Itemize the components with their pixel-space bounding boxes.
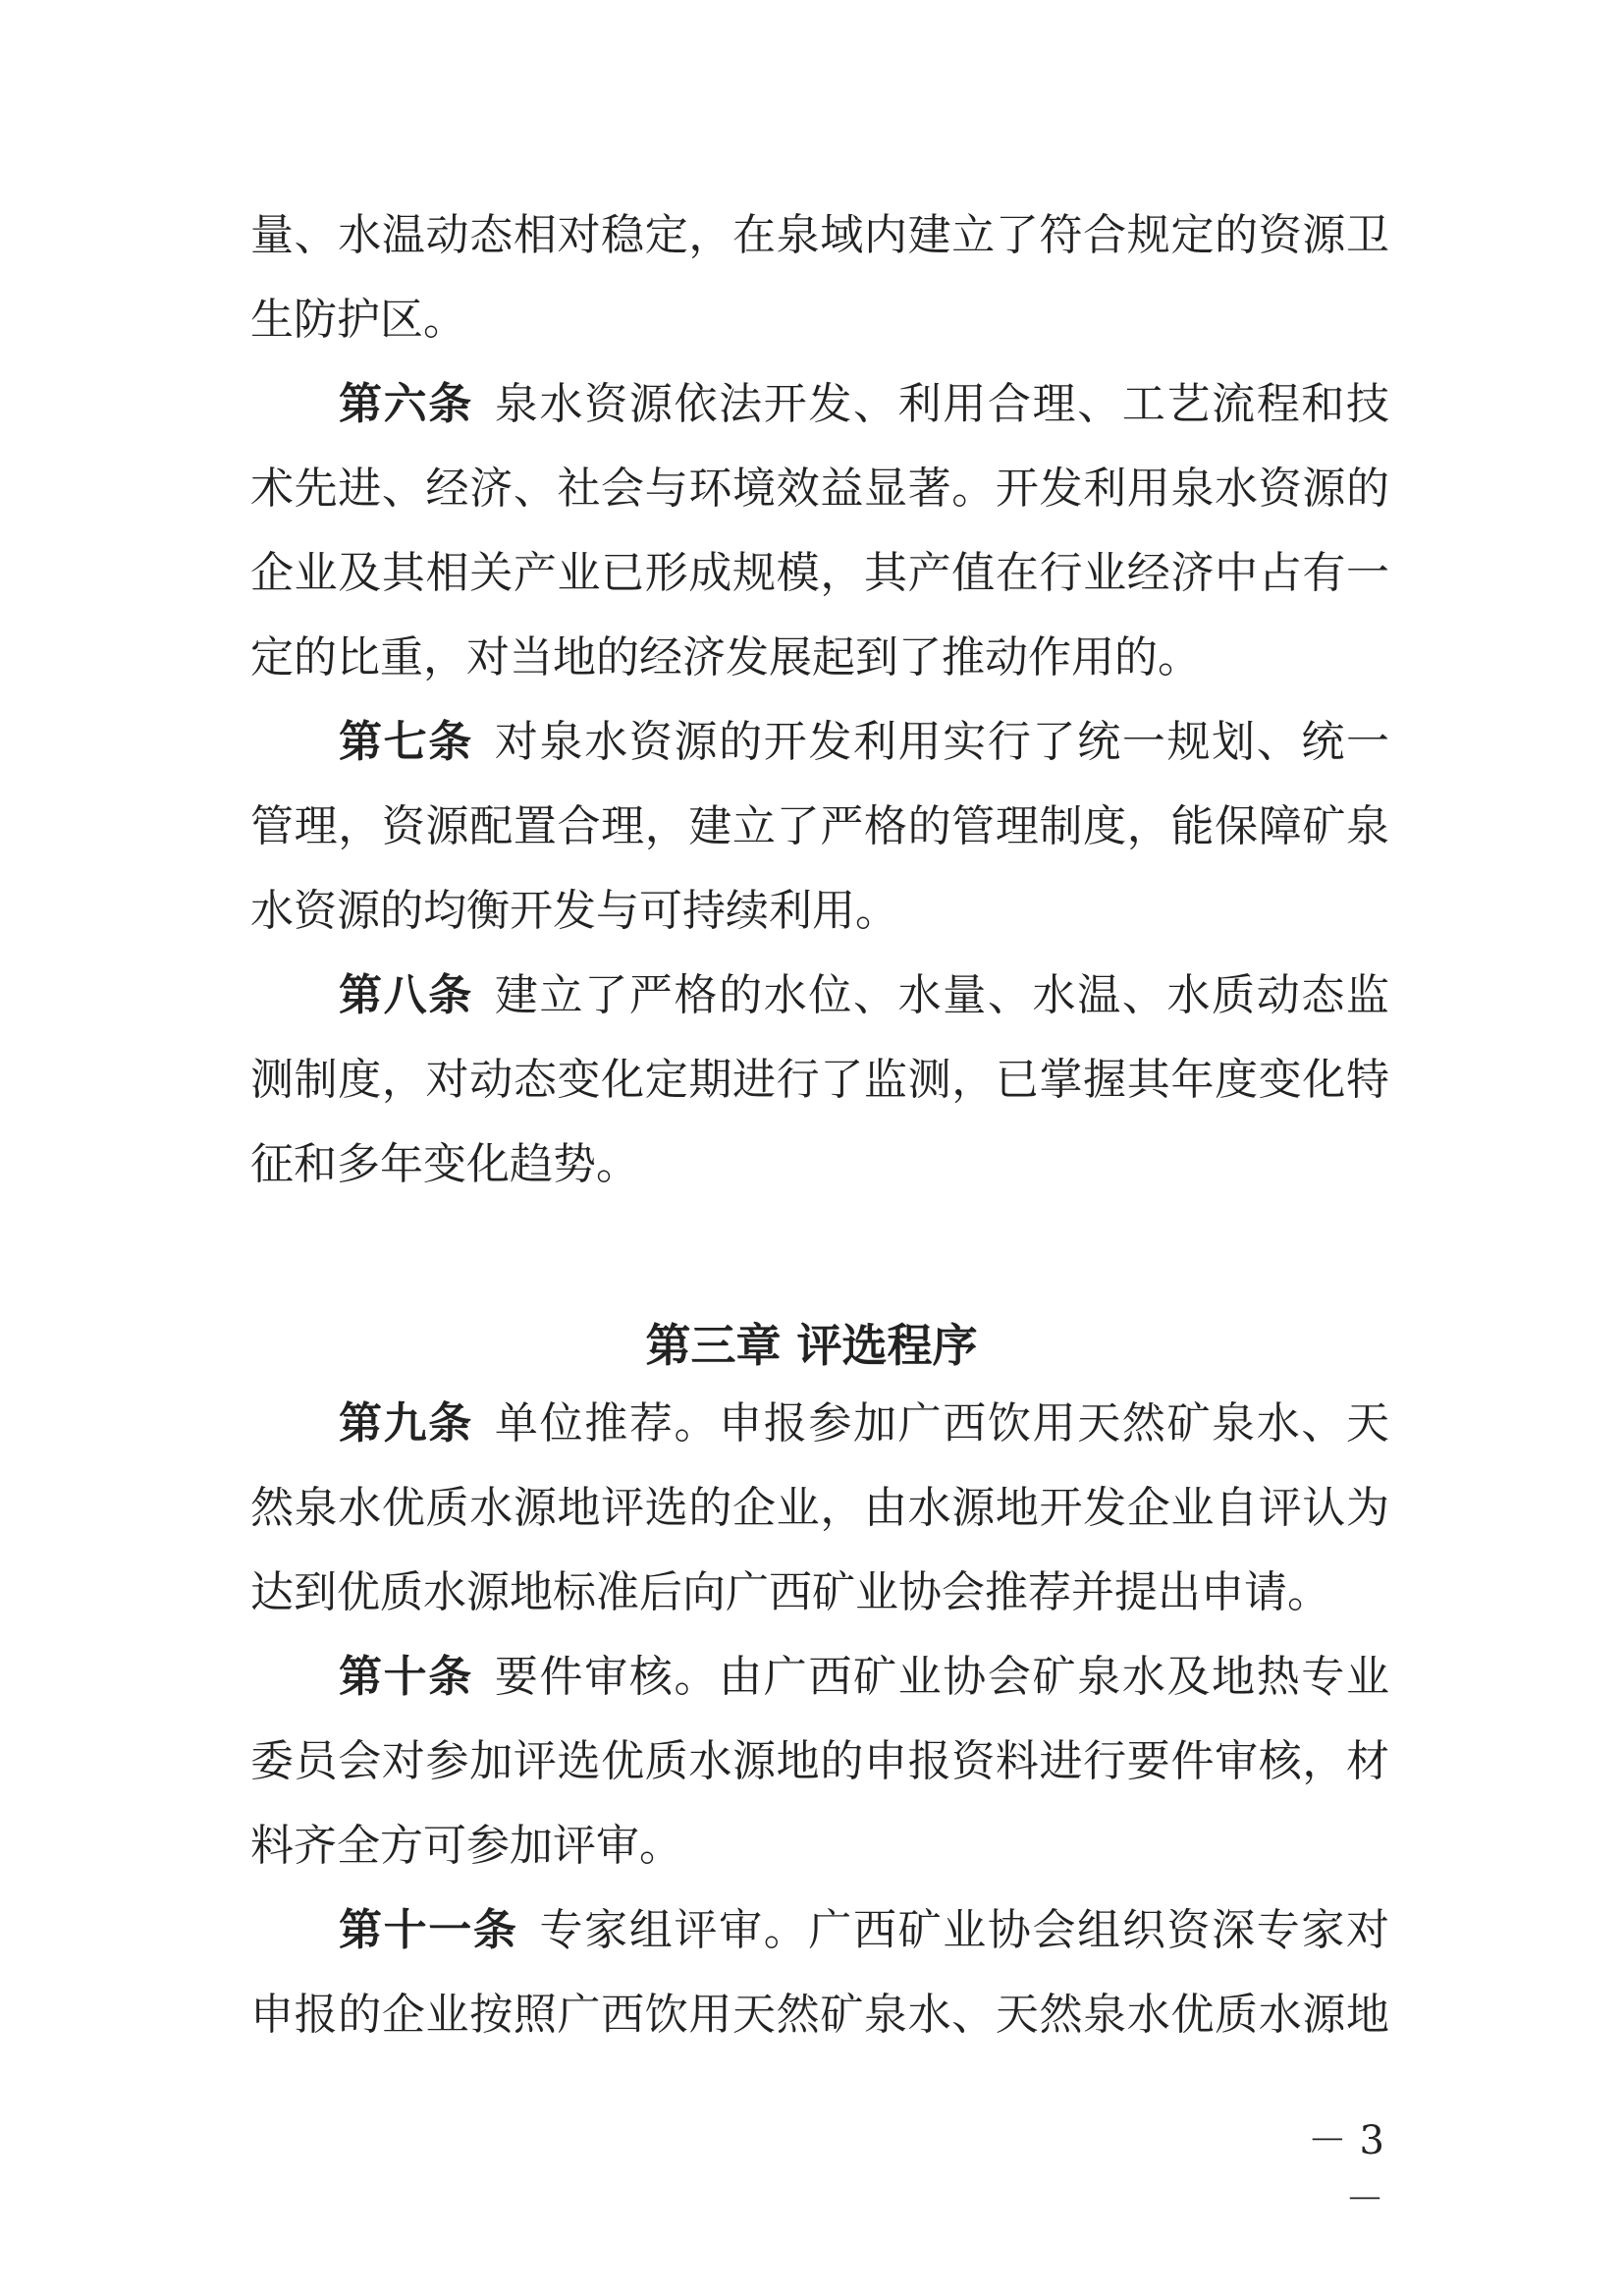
- article-11-label: 第十一条: [339, 1905, 518, 1955]
- article-8-text: 建立了严格的水位、水量、水温、水质动态监: [494, 970, 1389, 1020]
- article-7-text: 对泉水资源的开发利用实行了统一规划、统一: [494, 717, 1389, 767]
- article-6-label: 第六条: [339, 379, 473, 429]
- page-number: － 3 －: [1307, 2118, 1384, 2222]
- paragraph-line: 生防护区。: [250, 295, 466, 345]
- article-9-label: 第九条: [339, 1398, 473, 1449]
- paragraph-line: 水资源的均衡开发与可持续利用。: [250, 886, 898, 936]
- paragraph-line: 术先进、经济、社会与环境效益显著。开发利用泉水资源的: [250, 464, 1389, 514]
- article-7-label: 第七条: [339, 717, 473, 767]
- paragraph-line: 征和多年变化趋势。: [250, 1139, 639, 1189]
- paragraph-line: 达到优质水源地标准后向广西矿业协会推荐并提出申请。: [250, 1567, 1330, 1617]
- article-8-label: 第八条: [339, 970, 473, 1020]
- paragraph-line: 然泉水优质水源地评选的企业，由水源地开发企业自评认为: [250, 1483, 1389, 1533]
- article-10-label: 第十条: [339, 1652, 473, 1702]
- paragraph-line: 企业及其相关产业已形成规模，其产值在行业经济中占有一: [250, 548, 1389, 598]
- paragraph-line: 测制度，对动态变化定期进行了监测，已掌握其年度变化特: [250, 1055, 1389, 1105]
- paragraph-line: 管理，资源配置合理，建立了严格的管理制度，能保障矿泉: [250, 801, 1389, 851]
- paragraph-line: 委员会对参加评选优质水源地的申报资料进行要件审核，材: [250, 1736, 1389, 1786]
- paragraph-line: 量、水温动态相对稳定，在泉域内建立了符合规定的资源卫: [250, 210, 1389, 260]
- article-7-first-line: [339, 713, 1389, 772]
- article-6-text: 泉水资源依法开发、利用合理、工艺流程和技: [494, 379, 1389, 429]
- article-8-first-line: [339, 966, 1389, 1025]
- paragraph-line: 申报的企业按照广西饮用天然矿泉水、天然泉水优质水源地: [250, 1990, 1389, 2040]
- article-9-first-line: [339, 1394, 1389, 1453]
- article-10-text: 要件审核。由广西矿业协会矿泉水及地热专业: [494, 1652, 1389, 1702]
- article-11-text: 专家组评审。广西矿业协会组织资深专家对: [539, 1905, 1389, 1955]
- chapter-title: 第三章 评选程序: [645, 1319, 978, 1372]
- article-9-text: 单位推荐。申报参加广西饮用天然矿泉水、天: [494, 1398, 1389, 1449]
- paragraph-line: 定的比重，对当地的经济发展起到了推动作用的。: [250, 632, 1201, 683]
- paragraph-line: 料齐全方可参加评审。: [250, 1821, 682, 1871]
- article-6-first-line: [339, 375, 1389, 434]
- article-10-first-line: [339, 1648, 1389, 1707]
- article-11-first-line: [339, 1901, 1389, 1960]
